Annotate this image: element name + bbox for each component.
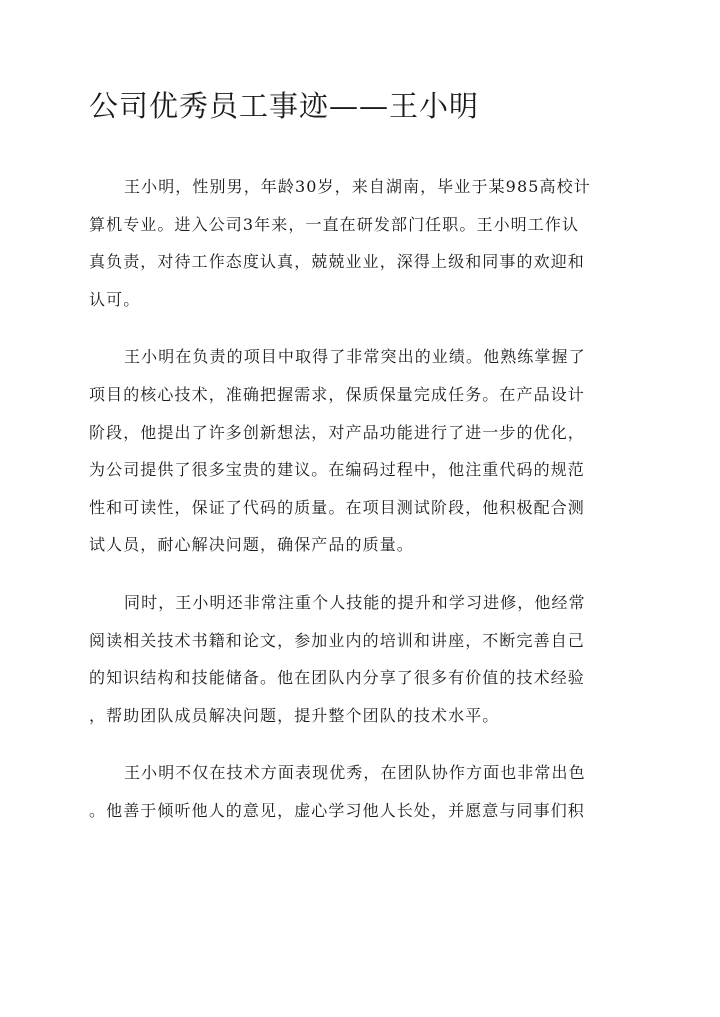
text-line: 同时，王小明还非常注重个人技能的提升和学习进修，他经常 — [124, 592, 586, 612]
text-line: 真负责，对待工作态度认真，兢兢业业，深得上级和同事的欢迎和 — [89, 252, 585, 272]
text-line: 阅读相关技术书籍和论文，参加业内的培训和讲座，不断完善自己 — [89, 630, 585, 650]
paragraph-2 — [89, 338, 634, 564]
text-line: 阶段，他提出了许多创新想法，对产品功能进行了进一步的优化， — [89, 422, 585, 442]
paragraph-3 — [89, 584, 634, 734]
document-body — [89, 168, 634, 850]
text-line: 认可。 — [89, 289, 141, 309]
text-line: 。他善于倾听他人的意见，虚心学习他人长处，并愿意与同事们积 — [89, 800, 585, 820]
text-line: 王小明在负责的项目中取得了非常突出的业绩。他熟练掌握了 — [124, 347, 586, 367]
paragraph-1 — [89, 168, 634, 318]
text-line: 王小明，性别男，年龄30岁，来自湖南，毕业于某985高校计 — [124, 177, 591, 196]
text-line: 王小明不仅在技术方面表现优秀，在团队协作方面也非常出色 — [124, 763, 586, 783]
text-line: 为公司提供了很多宝贵的建议。在编码过程中，他注重代码的规范 — [89, 460, 585, 480]
text-line: 性和可读性，保证了代码的质量。在项目测试阶段，他积极配合测 — [89, 497, 585, 517]
paragraph-4 — [89, 754, 634, 829]
text-line: 项目的核心技术，准确把握需求，保质保量完成任务。在产品设计 — [89, 384, 585, 404]
text-line: 算机专业。进入公司3年来，一直在研发部门任职。王小明工作认 — [89, 214, 580, 234]
document-title: 公司优秀员工事迹——王小明 — [89, 89, 480, 123]
text-line: 试人员，耐心解决问题，确保产品的质量。 — [89, 535, 414, 555]
text-line: 的知识结构和技能储备。他在团队内分享了很多有价值的技术经验 — [89, 668, 585, 688]
text-line: ，帮助团队成员解决问题，提升整个团队的技术水平。 — [89, 705, 500, 725]
